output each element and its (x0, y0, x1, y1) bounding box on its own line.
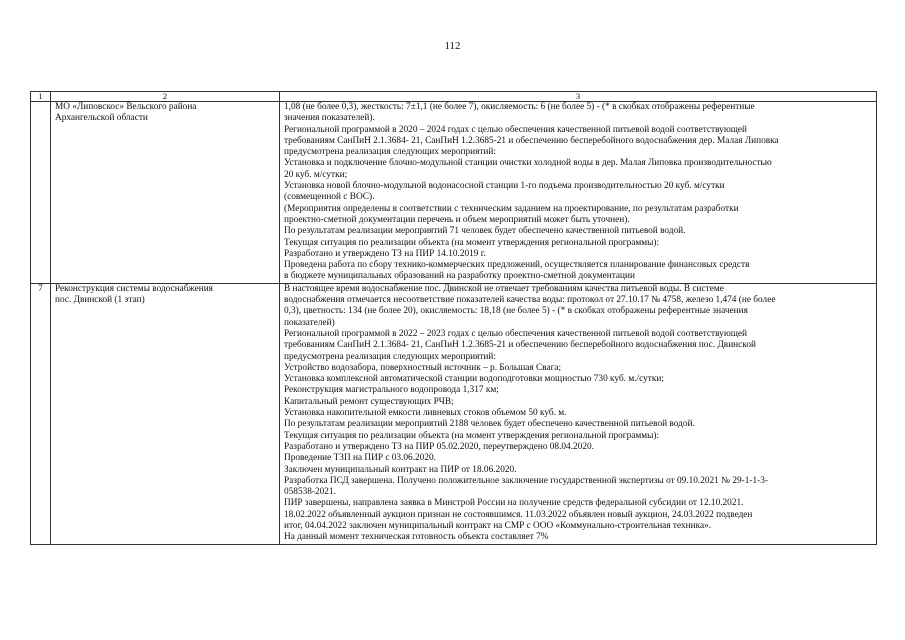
description-cell (280, 283, 877, 544)
description-line: Устройство водозабора, поверхностный источник – р. Большая Свага; (284, 362, 562, 373)
description-line: значения показателей). (284, 113, 375, 124)
object-name-line: Архангельской области (55, 113, 148, 124)
description-line: Разработано и утверждено ТЗ на ПИР 05.02.2020, переутверждено 08.04.2020. (284, 441, 594, 452)
description-line: Установка новой блочно-модульной водонасосной станции 1-го подъема производительностью 20 куб. м/сутки (284, 181, 725, 192)
description-line: В настоящее время водоснабжение пос. Двинской не отвечает требованиям качества питьевой воды. В системе (284, 283, 724, 294)
description-line: водоснабжения отмечается несоответствие показателей качества воды: протокол от 27.10.17 № 4758, железо 1,474 (не более (284, 295, 776, 306)
description-line: ПИР завершены, направлена заявка в Минстрой России на получение средств федеральной субсидии от 12.10.2021. (284, 498, 744, 509)
description-line: По результатам реализации мероприятий 71 человек будет обеспечено качественной питьевой водой. (284, 226, 686, 237)
description-line: Проведена работа по сбору технико-коммерческих предложений, осуществляется планирование финансовых средств (284, 260, 750, 271)
description-line: Установка и подключение блочно-модульной станции очистки холодной воды в дер. Малая Липовка производительностью (284, 158, 772, 169)
column-numbers-row (31, 92, 877, 102)
description-line: По результатам реализации мероприятий 2188 человек будет обеспечено качественной питьевой водой. (284, 419, 695, 430)
description-line: 20 куб. м/сутки; (284, 169, 348, 180)
table-row-dvinskoy (31, 283, 877, 544)
object-name-cell (51, 102, 280, 284)
description-cell (280, 102, 877, 284)
description-line: 058538-2021. (284, 487, 336, 498)
description-line: Установка накопительной емкости ливневых стоков объемом 50 куб. м. (284, 408, 567, 419)
object-name-line: Реконструкция системы водоснабжения (55, 283, 213, 294)
object-name-line: пос. Двинской (1 этап) (55, 295, 145, 306)
description-line: Разработка ПСД завершена. Получено положительное заключение государственной экспертизы от 09.10.2021 № 29-1-1-3- (284, 475, 768, 486)
description-line: На данный момент техническая готовность объекта составляет 7% (284, 532, 549, 543)
description-line: Реконструкция магистрального водопровода 1,317 км; (284, 385, 499, 396)
description-line: требованиям СанПиН 2.1.3684- 21, СанПиН 1.2.3685-21 и обеспечению бесперебойного водоснабжения дер. Малая Липовка (284, 135, 779, 146)
description-line: 1,08 (не более 0,3), жесткость: 7±1,1 (не более 7), окисляемость: 6 (не более 5) - (* в скобках отображены референтные (284, 102, 755, 112)
description-line: Капитальный ремонт существующих РЧВ; (284, 396, 454, 407)
description-line: проектно-сметной документации перечень и объем мероприятий может быть уточнен). (284, 214, 630, 225)
description-line: Региональной программой в 2020 – 2024 годах с целью обеспечения качественной питьевой водой соответствующей (284, 124, 748, 135)
table-row-lipovka (31, 102, 877, 284)
description-line: Заключен муниципальный контракт на ПИР от 18.06.2020. (284, 464, 517, 475)
description-line: в бюджете муниципальных образований на разработку проектно-сметной документации (284, 271, 635, 282)
column-number-2: 2 (51, 92, 280, 102)
description-line: Установка комплексной автоматической станции водоподготовки мощностью 730 куб. м./сутки; (284, 374, 664, 385)
object-name-cell (51, 283, 280, 544)
description-line: 18.02.2022 объявленный аукцион признан не состоявшимся. 11.03.2022 объявлен новый аукцион, 24.03.2022 подведен (284, 509, 753, 520)
description-line: показателей) (284, 317, 335, 328)
description-line: Региональной программой в 2022 – 2023 годах с целью обеспечения качественной питьевой водой соответствующей (284, 328, 748, 339)
description-line: (совмещенной с ВОС). (284, 192, 375, 203)
description-line: итог, 04.04.2022 заключен муниципальный контракт на СМР с ООО «Коммунально-строительная техника». (284, 520, 712, 531)
page-number: 112 (444, 40, 461, 52)
description-line: предусмотрена реализация следующих мероприятий: (284, 147, 496, 158)
description-line: Проведение ТЗП на ПИР с 03.06.2020. (284, 453, 436, 464)
description-line: Разработано и утверждено ТЗ на ПИР 14.10.2019 г. (284, 248, 486, 259)
row-number (31, 102, 51, 284)
column-number-3: 3 (280, 92, 877, 102)
description-line: требованиям СанПиН 2.1.3684- 21, СанПиН 1.2.3685-21 и обеспечению бесперебойного водоснабжения пос. Двинской (284, 340, 756, 351)
description-line: (Мероприятия определены в соответствии с техническим заданием на проектирование, по результатам разработки (284, 203, 739, 214)
description-line: 0,3), цветность: 134 (не более 20), окисляемость: 18,18 (не более 5) - (* в скобках отображены референтные значения (284, 306, 748, 317)
column-number-1: 1 (31, 92, 51, 102)
description-line: Текущая ситуация по реализации объекта (на момент утверждения региональной программы): (284, 237, 660, 248)
description-line: предусмотрена реализация следующих мероприятий: (284, 351, 496, 362)
row-number: 7 (31, 283, 51, 544)
description-line: Текущая ситуация по реализации объекта (на момент утверждения региональной программы): (284, 430, 660, 441)
program-table (30, 91, 877, 545)
object-name-line: МО «Липовскос» Вельского района (55, 102, 197, 112)
